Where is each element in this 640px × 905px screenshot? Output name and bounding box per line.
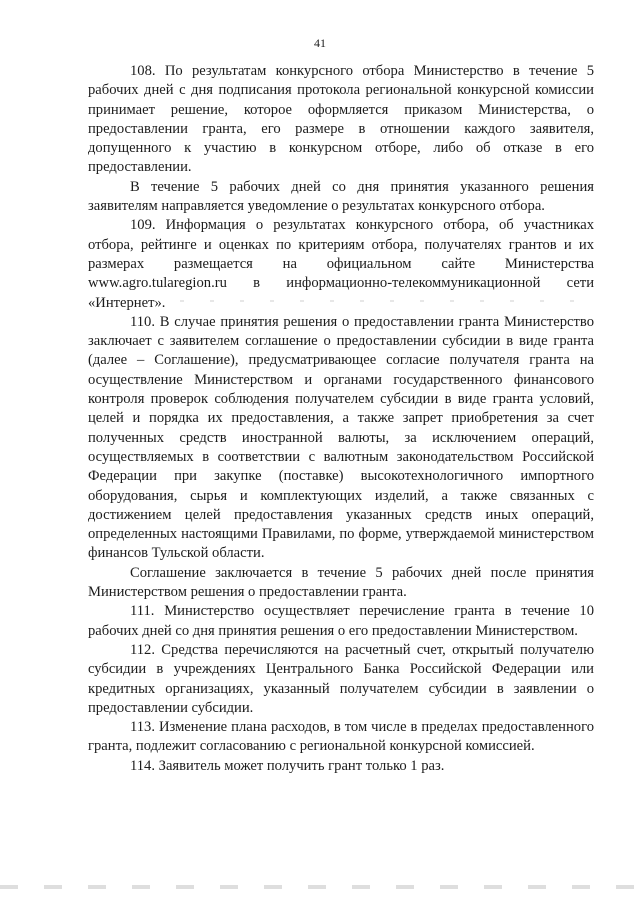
scan-artifact-footer xyxy=(0,885,640,889)
paragraph-110: 110. В случае принятия решения о предоставлении гранта Министерство заключает с заявителем соглашение о предоставлении субсидии в виде гранта (далее – Соглашение), предусматривающее согласие получателя гранта на осуществление Министерством и органами государственного финансового контроля проверок соблюдения получателем субсидии в виде гранта условий, целей и порядка их предоставления, а также запрет приобретения за счет полученных средств иностранной валюты, за исключением операций, осуществляемых в соответствии с валютным законодательством Российской Федерации при закупке (поставке) высокотехнологичного импортного оборудования, сырья и комплектующих изделий, а также связанных с достижением целей предоставления указанных средств иных операций, определенных настоящими Правилами, по форме, утверждаемой министерством финансов Тульской области. xyxy=(88,313,594,562)
paragraph-113: 113. Изменение плана расходов, в том числе в пределах предоставленного гранта, подлежит согласованию с региональной конкурсной комиссией. xyxy=(88,719,594,755)
paragraph-112: 112. Средства перечисляются на расчетный счет, открытый получателю субсидии в учреждениях Центрального Банка Российской Федерации или кредитных организациях, указанный получателем субсидии в заявлении о предоставлении субсидии. xyxy=(88,641,594,716)
paragraph-108-notice: В течение 5 рабочих дней со дня принятия указанного решения заявителям направляется уведомление о результатах конкурсного отбора. xyxy=(88,178,594,215)
page-number: 41 xyxy=(314,36,326,50)
paragraph-108: 108. По результатам конкурсного отбора Министерство в течение 5 рабочих дней с дня подписания протокола региональной конкурсной комиссии принимает решение, которое оформляется приказом Министерства, о предоставлении гранта, его размере в отношении каждого заявителя, допущенного к участию в конкурсном отборе, либо об отказе в его предоставлении. xyxy=(88,63,594,176)
paragraph-114: 114. Заявитель может получить грант только 1 раз. xyxy=(130,757,445,774)
scan-artifact-dots xyxy=(180,300,600,302)
paragraph-110-agreement: Соглашение заключается в течение 5 рабочих дней после принятия Министерством решения о предоставлении гранта. xyxy=(88,564,594,601)
paragraph-111: 111. Министерство осуществляет перечисление гранта в течение 10 рабочих дней со дня принятия решения о его предоставлении Министерством. xyxy=(88,603,594,639)
paragraph-109: 109. Информация о результатах конкурсного отбора, об участниках отбора, рейтинге и оценках по критериям отбора, получателях грантов и их размерах размещается на официальном сайте Министерства www.agro.tularegion.ru в информационно-телекоммуникационной сети «Интернет». xyxy=(88,217,594,311)
document-body xyxy=(88,62,594,776)
